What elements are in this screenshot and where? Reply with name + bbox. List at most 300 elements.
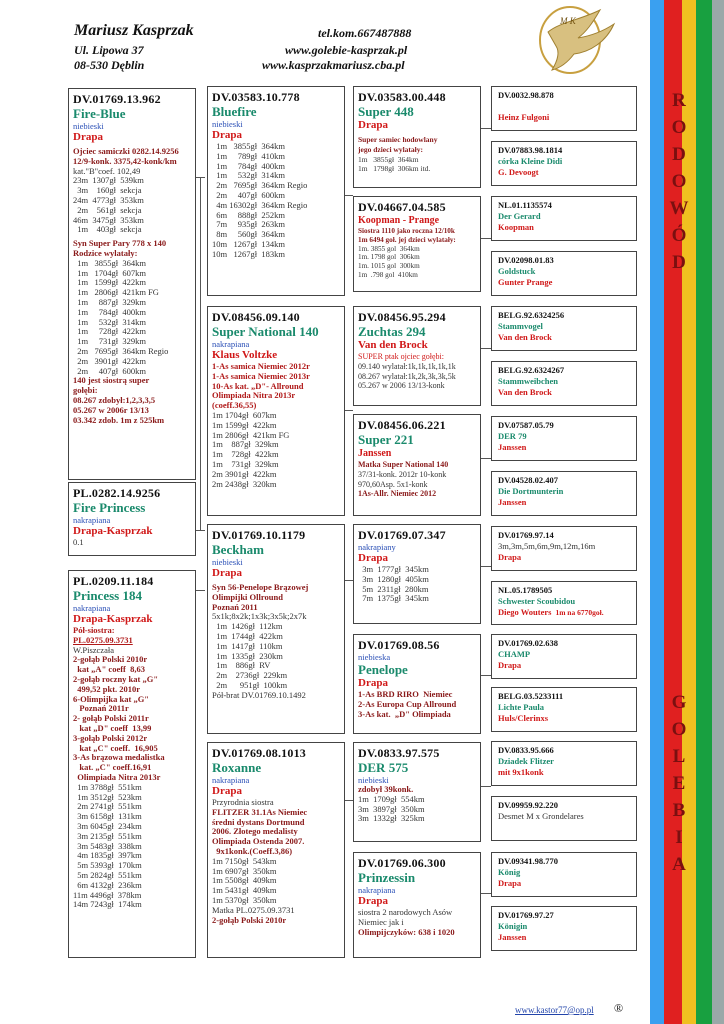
info-line: Rodzice wylatały:	[73, 247, 138, 258]
info-line: 1m 6494 goł. jej dzieci wylatały:	[358, 235, 456, 244]
connector	[481, 458, 491, 459]
info-line: Olimpijki Ollround	[212, 591, 283, 602]
ancestor-card[interactable]	[491, 86, 637, 131]
owner: mit 9x1konk	[498, 767, 544, 777]
connector	[195, 590, 205, 591]
pigeon-name: König	[498, 867, 521, 877]
koopman-card[interactable]	[353, 196, 481, 292]
info-line: 10-As kat. „D"- Allround	[212, 380, 304, 391]
result-line: 1m 3855gł 364km	[73, 257, 146, 268]
result-line: 46m 3475gł 353km	[73, 214, 144, 225]
owner: Drapa	[212, 567, 242, 579]
info-line: kat „C" coeff. 16,905	[73, 742, 158, 753]
pigeon-347-card[interactable]	[353, 524, 481, 624]
pigeon-name: Super National 140	[212, 324, 319, 339]
side-letter: O	[671, 171, 687, 192]
pigeon-name: CHAMP	[498, 649, 531, 659]
ring-number: DV.01769.06.300	[358, 856, 446, 870]
owner: Drapa	[498, 660, 522, 670]
result-line: 1m 1417gł 110km	[212, 640, 283, 651]
result-line: 1m 5431gł 409km	[212, 885, 277, 896]
ancestor-card[interactable]	[491, 852, 637, 897]
prinzessin-card[interactable]	[353, 852, 481, 958]
info-line: Pół-siostra:	[73, 625, 115, 635]
result-line: 10m 1267gł 134km	[212, 238, 285, 249]
result-line: 1m 3855gł 364km	[358, 154, 419, 164]
dam-card[interactable]	[68, 482, 196, 556]
ring-number: DV.08456.06.221	[358, 418, 446, 432]
info-line: 1-As samica Niemiec 2013r	[212, 370, 310, 381]
info-line: Syn Super Pary 778 x 140	[73, 238, 167, 249]
result-line: 1m 1704gł 607km	[212, 409, 277, 420]
owner: Drapa	[358, 895, 388, 907]
pigeon-color: nakrapiana	[212, 339, 250, 349]
result-line: 1m. 1798 gol 306km	[358, 253, 420, 262]
result-line: 1m 887gł 329km	[212, 439, 279, 450]
owner: Heinz Fulgoni	[498, 112, 550, 122]
result-line: 3m 1777gł 345km	[358, 564, 429, 574]
info-line: W.Piszczała	[73, 644, 114, 655]
pigeon-name: Königin	[498, 921, 528, 931]
pigeon-color: nakrapiana	[73, 515, 111, 525]
result-line: 2m 3901gł 422km	[212, 468, 277, 479]
owner: Drapa	[358, 552, 388, 564]
connector	[345, 800, 353, 801]
result-line: 1m 728gł 422km	[212, 449, 279, 460]
owner: Drapa	[212, 785, 242, 797]
result-line: 1m 1709gł 554km	[358, 793, 425, 804]
info-line: 05.267 w 2006r 13/13	[73, 404, 149, 415]
info-line: kat. „C" coeff.16,91	[73, 762, 152, 773]
owner: Diego Wouters	[498, 607, 552, 617]
connector	[481, 238, 491, 239]
main-pigeon-card[interactable]	[68, 88, 196, 480]
owner: Drapa	[498, 878, 522, 888]
result-line: kat."B"coef. 102,49	[73, 165, 141, 176]
ancestor-card[interactable]	[491, 906, 637, 951]
result-line: 1m 731gł 329km	[212, 458, 279, 469]
connector	[345, 580, 353, 581]
result-line: 2m 2438gł 320km	[212, 478, 277, 489]
penelope-card[interactable]	[353, 634, 481, 734]
owner: Drapa	[358, 119, 388, 131]
der575-card[interactable]	[353, 742, 481, 842]
info-line: Olimpijczyków: 638 i 1020	[358, 926, 455, 937]
result-line: 1m 784gł 400km	[212, 160, 285, 171]
result-line: 1m 1704gł 607km	[73, 267, 146, 278]
info-line: średni dystans Dortmund	[212, 816, 305, 827]
result-line: 1m 1798gł 306km itd.	[358, 164, 431, 174]
pigeon-color: nakrapiana	[212, 775, 250, 785]
ancestor-card[interactable]	[491, 141, 637, 186]
owner: Gunter Prange	[498, 277, 553, 287]
result-line: 6m 888gł 252km	[212, 209, 285, 220]
ring-number: DV.03583.00.448	[358, 90, 446, 104]
result-line: 3m 6045gł 234km	[73, 820, 142, 831]
super-national-card[interactable]	[207, 306, 345, 516]
result-line: 24m 4773gł 353km	[73, 194, 144, 205]
ring-number: PL.0282.14.9256	[73, 486, 161, 500]
ancestor-card[interactable]	[491, 796, 637, 841]
info-line: siostra 2 narodowych Asów	[358, 907, 453, 917]
result-line: 1m 5508gł 409km	[212, 875, 277, 886]
info-line: 12/9-konk. 3375,42-konk/km	[73, 155, 177, 166]
result-line: 1m 1744gł 422km	[212, 630, 283, 641]
connector	[200, 177, 201, 530]
roxanne-card[interactable]	[207, 742, 345, 958]
result-line: 1m 731gł 329km	[73, 336, 146, 347]
result-line: 1m 3788gł 551km	[73, 781, 142, 792]
result-line: 2m 951gł 100km	[212, 679, 288, 690]
owner: Drapa	[212, 129, 242, 141]
info-line: 2006. Złotego medalisty	[212, 826, 298, 837]
result-line: 970,60Asp. 5x1-konk	[358, 479, 428, 489]
result-line: 14m 7243gł 174km	[73, 899, 142, 910]
side-letter: E	[672, 773, 686, 794]
result-line: 1m 1426gł 112km	[212, 621, 283, 632]
result-line: 1m 887gł 329km	[73, 296, 146, 307]
pigeon-name: Bluefire	[212, 104, 257, 119]
ring-number: BELG.03.5233111	[498, 691, 564, 701]
side-letter: D	[672, 252, 686, 273]
info-line: 3m,3m,5m,6m,9m,12m,16m	[498, 541, 596, 551]
result-line: 1m. 1015 gol 300km	[358, 262, 420, 271]
ring-number: DV.01769.10.1179	[212, 528, 306, 542]
info-line: kat „D" coeff 13,99	[73, 722, 152, 733]
result-line: 1m 789gł 410km	[212, 150, 285, 161]
result-line: 5x1k;8x2k;1x3k;3x5k;2x7k	[212, 611, 307, 622]
info-line: 08.267 zdobył:1,2,3,3,5	[73, 394, 156, 405]
result-line: 1m .798 gol 410km	[358, 270, 418, 279]
ring-number: NL.01.1135574	[498, 200, 552, 210]
ancestor-card[interactable]	[491, 581, 637, 625]
eagle-crest-logo	[530, 2, 622, 80]
ancestor-card[interactable]	[491, 196, 637, 241]
pigeon-name: DER 575	[358, 760, 409, 775]
pigeon-name: Beckham	[212, 542, 264, 557]
ring-number: BELG.92.6324267	[498, 365, 565, 375]
info-line: 2-gołąb roczny kat „G"	[73, 673, 159, 684]
connector	[345, 410, 353, 411]
stripe	[696, 0, 712, 1024]
result-line: 1m 3855gł 364km	[212, 141, 285, 151]
result-line: Matka PL.0275.09.3731	[212, 904, 295, 915]
result-line: 2m 407gł 600km	[73, 365, 146, 376]
result-line: 11m 4496gł 378km	[73, 889, 142, 900]
pigeon-color: niebieski	[73, 121, 104, 131]
owner: Drapa-Kasprzak	[73, 525, 153, 537]
ring-number: DV.01769.13.962	[73, 92, 161, 106]
result-line: 7m 1375gł 345km	[358, 593, 429, 604]
ring-number: DV.07587.05.79	[498, 420, 554, 430]
pigeon-name: Zuchtas 294	[358, 324, 426, 339]
ring-number: DV.0032.98.878	[498, 90, 554, 100]
pigeon-name: Schwester Scoubidou	[498, 596, 576, 606]
connector	[195, 530, 205, 531]
result-line: 05.267 w 2006 13/13-konk	[358, 381, 445, 391]
result-line: 2m 407gł 600km	[212, 189, 285, 200]
info-line: 499,52 pkt. 2010r	[73, 683, 141, 694]
pigeon-name: Die Dortmunterin	[498, 486, 564, 496]
result-line: 1m 1599gł 422km	[212, 419, 277, 430]
result-line: 5m 2311gł 280km	[358, 583, 429, 594]
pigeon-name: DER 79	[498, 431, 527, 441]
result-line: 1m. 3855 gol 364km	[358, 244, 420, 253]
ring-number: DV.09959.92.220	[498, 800, 559, 810]
result-line: 3m 2135gł 551km	[73, 830, 142, 841]
info-line: Super samiec hodowlany	[358, 135, 438, 144]
owner: Drapa	[498, 552, 522, 562]
connector	[481, 786, 491, 787]
ring-number: DV.0833.97.575	[358, 746, 440, 760]
info-line: 2- gołąb Polski 2011r	[73, 713, 149, 724]
side-letter: L	[672, 746, 686, 767]
result-line: 1m 1599gł 422km	[73, 277, 146, 288]
owner: Van den Brock	[498, 387, 552, 397]
pigeon-color: niebieski	[212, 119, 243, 129]
side-letter: R	[672, 90, 686, 111]
info-line: 1As-Allr. Niemiec 2012	[358, 489, 437, 499]
result-line: 1m 2806gł 421km FG	[212, 429, 290, 440]
info-line: Matka Super National 140	[358, 460, 449, 469]
pigeon-name: Lichte Paula	[498, 702, 545, 712]
result-line: 23m 1307gł 539km	[73, 175, 144, 186]
info-line: 03.342 zdob. 1m z 525km	[73, 414, 165, 425]
info-line: FLITZER 31.1As Niemiec	[212, 806, 308, 817]
owner: Drapa-Kasprzak	[73, 613, 153, 625]
pigeon-color: niebieska	[358, 652, 391, 662]
ring-number: DV.08456.95.294	[358, 310, 446, 324]
ring-number: DV.07883.98.1814	[498, 145, 563, 155]
breeder-name: Mariusz Kasprzak	[74, 22, 194, 39]
pigeon-name: Goldstuck	[498, 266, 536, 276]
info-line: Niemiec jak i	[358, 916, 404, 927]
super448-card[interactable]	[353, 86, 481, 188]
owner-row	[498, 607, 630, 618]
stripe	[650, 0, 664, 1024]
phone: tel.kom.667487888	[318, 26, 412, 40]
result-line: 5m 2824gł 551km	[73, 869, 142, 880]
address-street: Ul. Lipowa 37	[74, 43, 144, 57]
result-line: 1m 886gł RV	[212, 660, 271, 671]
info-line: SUPER ptak ojciec gołębi:	[358, 352, 444, 361]
address-city: 08-530 Dęblin	[74, 58, 145, 72]
result-line: 7m 935gł 263km	[212, 219, 285, 230]
result-line: 4m 16302gł 364km Regio	[212, 199, 308, 210]
info-line: Olimpiada Nitra 2013r	[73, 771, 161, 782]
ring-number: DV.01769.07.347	[358, 528, 446, 542]
result-line: 3m 3897gł 350km	[358, 803, 425, 814]
owner: Janssen	[358, 448, 392, 459]
ring-number: DV.08456.09.140	[212, 310, 300, 324]
pigeon-name: Penelope	[358, 662, 408, 677]
pigeon-name: Der Gerard	[498, 211, 541, 221]
connector	[481, 128, 491, 129]
pigeon-name: Dziadek Flitzer	[498, 756, 554, 766]
pigeon-color: nakrapiany	[358, 542, 396, 552]
info-line: 2-As Europa Cup Allround	[358, 698, 457, 709]
info-line: Poznań 2011r	[73, 703, 129, 714]
info-line: 3-As brązowa medalistka	[73, 752, 165, 763]
logo-text: M K	[560, 16, 576, 26]
princess-card[interactable]	[68, 570, 196, 958]
owner: Koopman - Prange	[358, 215, 440, 226]
result-line: 2m 2741gł 551km	[73, 801, 142, 812]
result-line: 37/31-konk. 2012r 10-konk	[358, 469, 447, 479]
result-line: 1m 3512gł 523km	[73, 791, 142, 802]
owner: Van den Brock	[498, 332, 552, 342]
side-letter: O	[671, 117, 687, 138]
ring-number: DV.04667.04.585	[358, 200, 446, 214]
info-line: PL.0275.09.3731	[73, 634, 133, 645]
beckham-card[interactable]	[207, 524, 345, 734]
result-line: 1m 7150gł 543km	[212, 855, 277, 866]
info-line: 3-gołąb Polski 2012r	[73, 732, 148, 743]
owner: Van den Brock	[358, 339, 428, 351]
result-line: 3m 160gł sekcja	[73, 185, 142, 196]
result-line: 3m 1332gł 325km	[358, 813, 425, 824]
ring-number: DV.01769.02.638	[498, 638, 559, 648]
ancestor-card[interactable]	[491, 416, 637, 461]
super221-card[interactable]	[353, 414, 481, 516]
side-letter: I	[675, 827, 683, 848]
ring-number: DV.09341.98.770	[498, 856, 559, 866]
ring-number: DV.0833.95.666	[498, 745, 554, 755]
note: 0.1	[73, 537, 84, 547]
pigeon-color: niebieski	[358, 775, 389, 785]
info-line: 9x1konk.(Coeff.3,86)	[212, 845, 293, 856]
info-line: Syn 56-Penelope Brązowej	[212, 582, 309, 592]
info-line: 3-As kat. „D" Olimpiada	[358, 708, 451, 719]
info-line: jego dzieci wylatały:	[358, 144, 423, 154]
result-line: 1m 784gł 400km	[73, 306, 146, 317]
owner: Janssen	[498, 442, 527, 452]
result-line: 3m 1280gł 405km	[358, 573, 429, 584]
side-letter: O	[671, 719, 687, 740]
stripe	[640, 0, 650, 1024]
bluefire-card[interactable]	[207, 86, 345, 296]
result-line: 09.140 wylatał:1k,1k,1k,1k,1k	[358, 361, 456, 371]
result-line: 1m 728gł 422km	[73, 326, 146, 337]
info-line: Olimpiada Nitra 2013r	[212, 390, 296, 401]
result-line: 2m 561gł sekcja	[73, 204, 142, 215]
side-letter: Ó	[671, 225, 687, 246]
pigeon-color: nakrapiana	[358, 885, 396, 895]
connector	[481, 566, 491, 567]
result-line: 2m 3901gł 422km	[73, 355, 146, 366]
result-line: Pół-brat DV.01769.10.1492	[212, 689, 306, 700]
info-line: Olimpiada Ostenda 2007.	[212, 836, 305, 847]
side-letter: G	[671, 692, 687, 713]
connector	[481, 348, 491, 349]
connector	[481, 893, 491, 894]
owner: Drapa	[358, 677, 388, 689]
email-link[interactable]: www.kastor77@op.pl	[515, 1005, 594, 1015]
info-line: Poznań 2011	[212, 601, 258, 612]
owner: Janssen	[498, 932, 527, 942]
result-line: 1m 6907gł 350km	[212, 865, 277, 876]
side-letter: A	[672, 854, 686, 875]
info-line: Przyrodnia siostra	[212, 797, 274, 807]
stripe	[712, 0, 724, 1024]
ring-number: DV.02098.01.83	[498, 255, 554, 265]
result-line: 1m 532gł 314km	[212, 170, 285, 181]
ancestor-card[interactable]	[491, 361, 637, 406]
owner: G. Devoogt	[498, 167, 539, 177]
website-2[interactable]: www.kasprzakmariusz.cba.pl	[262, 58, 405, 72]
result-line: 08.267 wylatał:1k,2k,3k,3k,5k	[358, 371, 456, 381]
website-1[interactable]: www.golebie-kasprzak.pl	[285, 43, 408, 57]
zuchtas-card[interactable]	[353, 306, 481, 406]
owner: Huls/Clerinxs	[498, 713, 549, 723]
pigeon-name: Fire Princess	[73, 500, 146, 515]
owner: Koopman	[498, 222, 534, 232]
ring-number: DV.04528.02.407	[498, 475, 559, 485]
result-line: 1m 5370gł 350km	[212, 894, 277, 905]
result-line: 10m 1267gł 183km	[212, 248, 285, 259]
owner: Janssen	[498, 497, 527, 507]
connector	[481, 675, 491, 676]
result-line: 1m 532gł 314km	[73, 316, 146, 327]
result-line: 4m 1835gł 397km	[73, 850, 142, 861]
result-line: 8m 560gł 364km	[212, 229, 285, 240]
pigeon-name: Fire-Blue	[73, 106, 126, 121]
pigeon-name: Prinzessin	[358, 870, 416, 885]
info-line: Desmet M x Grondelares	[498, 811, 584, 821]
registered-mark: ®	[614, 1001, 624, 1015]
pigeon-name: Stammweibchen	[498, 376, 558, 386]
connector	[345, 195, 353, 196]
pigeon-name: Roxanne	[212, 760, 262, 775]
info-line: zdobył 39konk.	[358, 784, 414, 794]
ancestor-card[interactable]	[491, 471, 637, 516]
ancestor-card[interactable]	[491, 687, 637, 732]
ring-number: BELG.92.6324256	[498, 310, 565, 320]
pigeon-color: nakrapiana	[73, 603, 111, 613]
ring-number: DV.01769.97.27	[498, 910, 554, 920]
ring-number: DV.01769.97.14	[498, 530, 554, 540]
ring-number: DV.01769.08.56	[358, 638, 440, 652]
pigeon-name: Stammvogel	[498, 321, 543, 331]
result-line: 2m 2736gł 229km	[212, 670, 288, 681]
pigeon-name: Princess 184	[73, 588, 142, 603]
ring-number: DV.01769.08.1013	[212, 746, 306, 760]
info-line: 140 jest siostrą super	[73, 375, 150, 386]
result-line: 3m 5483gł 338km	[73, 840, 142, 851]
result-line: 6m 4132gł 236km	[73, 879, 142, 890]
owner: Klaus Voltzke	[212, 349, 278, 361]
result-line: 1m 403gł sekcja	[73, 224, 142, 235]
ancestor-card[interactable]	[491, 306, 637, 351]
ancestor-card[interactable]	[491, 634, 637, 679]
result-line: 2m 7695gł 364km Regio	[73, 345, 169, 356]
ancestor-card[interactable]	[491, 526, 637, 571]
side-letter: B	[672, 800, 686, 821]
ancestor-card[interactable]	[491, 251, 637, 296]
result-line: 3m 6158gł 131km	[73, 811, 142, 822]
result-line: 2m 7695gł 364km Regio	[212, 180, 308, 191]
info-line: 2-gołąb Polski 2010r	[212, 914, 287, 925]
info-line: Ojciec samiczki 0282.14.9256	[73, 146, 179, 156]
side-letter: D	[672, 144, 686, 165]
ring-number: PL.0209.11.184	[73, 574, 154, 588]
ancestor-card[interactable]	[491, 741, 637, 786]
note: 1m na 6770goł.	[555, 608, 604, 617]
info-line: 6-Olimpijka kat „G"	[73, 693, 150, 704]
info-line: 1-As BRD RIRO Niemiec	[358, 689, 453, 699]
pigeon-name: Super 221	[358, 432, 414, 447]
info-line: (coeff.36,55)	[212, 400, 257, 411]
